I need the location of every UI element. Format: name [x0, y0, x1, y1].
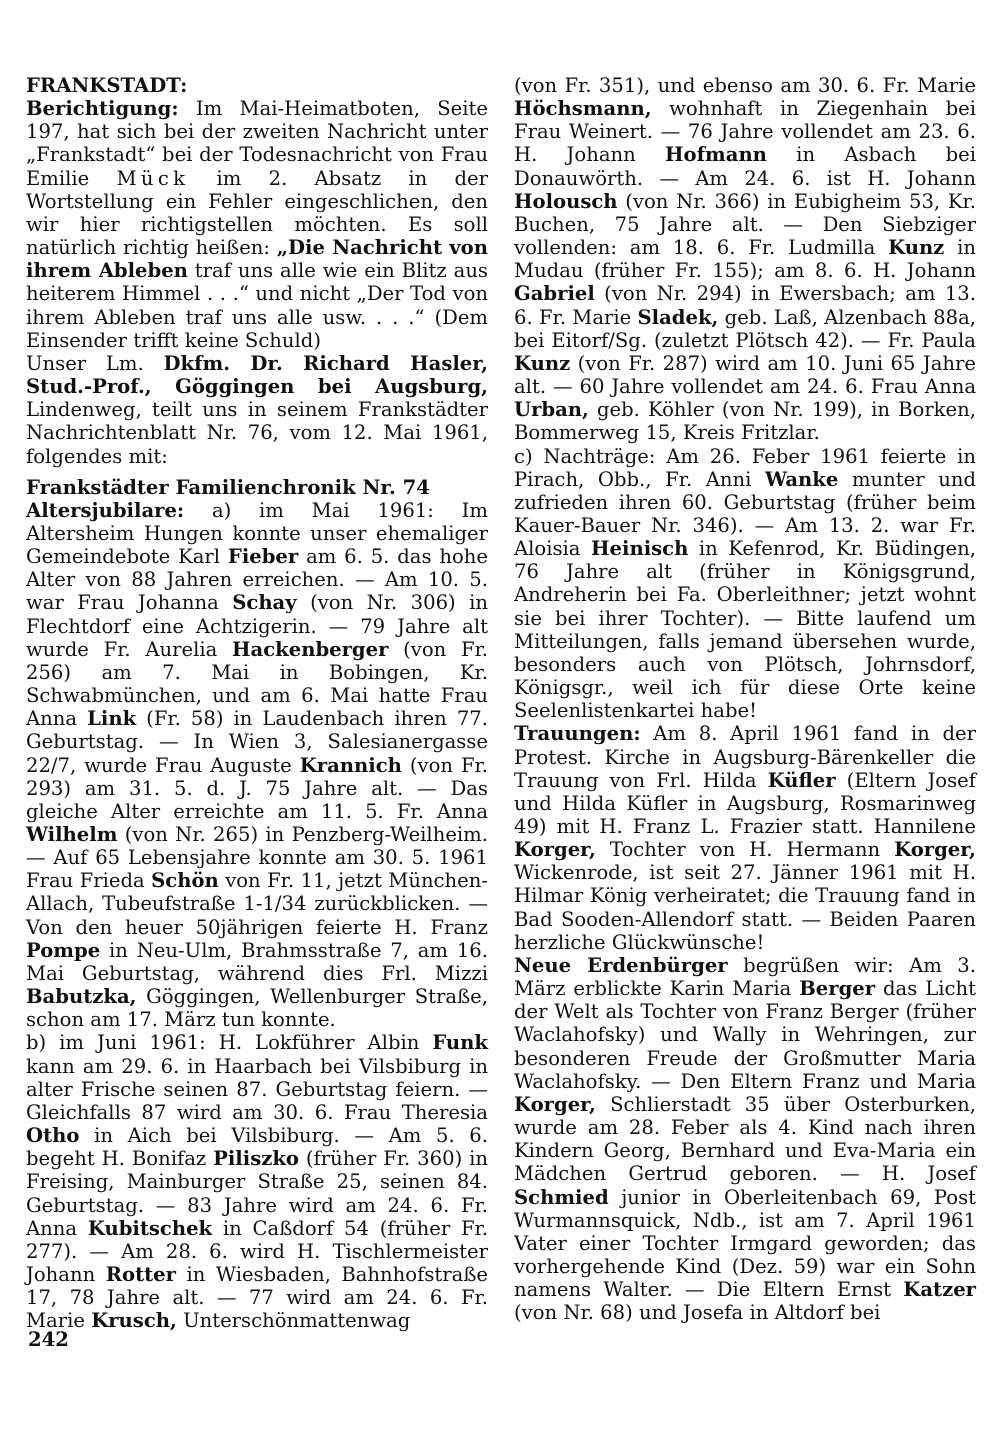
name-hackenberger: Hackenberger	[232, 637, 389, 661]
quote-bold: „Die Nachricht von ihrem Ableben	[26, 236, 488, 283]
name-gabriel: Gabriel	[514, 282, 595, 306]
name-berger: Berger	[799, 977, 876, 1001]
chronik-heading: Frankstädter Familienchronik Nr. 74	[26, 475, 430, 499]
name-kubitschek: Kubitschek	[87, 1216, 213, 1240]
name-otho: Otho	[26, 1124, 80, 1148]
correction-lead: Berichtigung:	[26, 97, 179, 121]
erdenbuerger-lead: Neue Erdenbürger	[514, 953, 728, 977]
section-heading-frankstadt: FRANKSTADT:	[26, 74, 188, 97]
altersjubilare-paragraph: Altersjubilare: a) im Mai 1961: Im Altersheim Hungen konnte unser ehemaliger Gemeindebote Karl Fieber am 6. 5. das hohe Alter von 88 Jahren erreichen. — Am 10. 5. war Frau Johanna Schay (von Nr. 306) in Flechtdorf eine Achtzigerin. — 79 Jahre alt wurde Fr. Aurelia Hackenberger (von Fr. 256) am 7. Mai in Bobingen, Kr. Schwabmünchen, und am 6. Mai hatte Frau Anna Link (Fr. 58) in Laudenbach ihren 77. Geburtstag. — In Wien 3, Salesianergasse 22/7, wurde Frau Auguste Krannich (von Fr. 293) am 31. 5. d. J. 75 Jahre alt. — Das gleiche Alter erreichte am 11. 5. Fr. Anna Wilhelm (von Nr. 265) in Penzberg-Weilheim. — Auf 65 Lebensjahre konnte am 30. 5. 1961 Frau Frieda Schön von Fr. 11, jetzt München-Allach, Tubeufstraße 1-1/34 zurückblicken. — Von den heuer 50jährigen feierte H. Franz Pompe in Neu-Ulm, Brahmsstraße 7, am 16. Mai Geburtstag, während dies Frl. Mizzi Babutzka, Göggingen, Wellenburger Straße, schon am 17. März tun konnte.	[26, 498, 489, 1032]
name-korger-hannilene: Korger,	[514, 838, 596, 862]
name-krusch: Krusch,	[91, 1309, 177, 1333]
trauungen-lead: Trauungen:	[514, 722, 641, 746]
name-rotter: Rotter	[105, 1262, 176, 1286]
name-babutzka: Babutzka,	[26, 985, 137, 1009]
name-funk: Funk	[432, 1031, 488, 1055]
name-schmied: Schmied	[514, 1185, 609, 1209]
name-piliszko: Piliszko	[213, 1147, 299, 1171]
juni-paragraph: b) im Juni 1961: H. Lokführer Albin Funk kann am 29. 6. in Haarbach bei Vilsbiburg in alter Frische seinen 87. Geburtstag feiern. — Gleichfalls 87 wird am 30. 6. Frau Theresia Otho in Aich bei Vilsbiburg. — Am 5. 6. begeht H. Bonifaz Piliszko (früher Fr. 360) in Freising, Mainburger Straße 25, seinen 84. Geburtstag. — 83 Jahre wird am 24. 6. Fr. Anna Kubitschek in Caßdorf 54 (früher Fr. 277). — Am 28. 6. wird H. Tischlermeister Johann Rotter in Wiesbaden, Bahnhofstraße 17, 78 Jahre alt. — 77 wird am 24. 6. Fr. Marie Krusch, Unterschönmattenwag	[26, 1031, 489, 1333]
page-number: 242	[28, 1328, 69, 1351]
name-hofmann: Hofmann	[665, 143, 767, 167]
name-wilhelm: Wilhelm	[26, 823, 118, 846]
name-korger-eltern: Korger,	[514, 1092, 596, 1116]
name-korger-hermann: Korger,	[894, 838, 976, 862]
nachtraege-paragraph: c) Nachträge: Am 26. Feber 1961 feierte in Pirach, Obb., Fr. Anni Wanke munter und zufrieden ihren 60. Geburtstag (früher beim Kauer-Bauer Nr. 346). — Am 13. 2. war Fr. Aloisia Heinisch in Kefenrod, Kr. Büdingen, 76 Jahre alt (früher in Königsgrund, Andreherin bei Fa. Oberleithner; jetzt wohnt sie bei ihrer Tochter). — Bitte laufend um Mitteilungen, falls jemand übersehen wurde, besonders auch von Plötsch, Johrnsdorf, Königsgr., weil ich für diese Orte keine Seelenlistenkartei habe!	[514, 444, 977, 723]
name-sladek: Sladek,	[637, 305, 719, 329]
trauungen-paragraph: Trauungen: Am 8. April 1961 fand in der Protest. Kirche in Augsburg-Bärenkeller die Trauung von Frl. Hilda Küfler (Eltern Josef und Hilda Küfler in Augsburg, Rosmarinweg 49) mit H. Franz L. Frazier statt. Hannilene Korger, Tochter von H. Hermann Korger, Wickenrode, ist seit 27. Jänner 1961 mit H. Hilmar König verheiratet; die Trauung fand in Bad Sooden-Allendorf statt. — Beiden Paaren herzliche Glückwünsche!	[514, 722, 976, 954]
erdenbuerger-paragraph: Neue Erdenbürger begrüßen wir: Am 3. März erblickte Karin Maria Berger das Licht der Welt als Tochter von Franz Berger (früher Waclahofsky) und Wally in Wehringen, zur besonderen Freude der Großmutter Maria Waclahofsky. — Den Eltern Franz und Maria Korger, Schlierstadt 35 über Osterburken, wurde am 28. Feber als 4. Kind nach ihren Kindern Georg, Bernhard und Eva-Maria ein Mädchen Gertrud geboren. — H. Josef Schmied junior in Oberleitenbach 69, Post Wurmannsquick, Ndb., ist am 7. April 1961 Vater einer Tochter Irmgard geworden; das vorhergehende Kind (Dez. 59) war ein Sohn namens Walter. — Die Eltern Ernst Katzer (von Nr. 68) und Josefa in Altdorf bei	[514, 953, 976, 1325]
name-schoen: Schön	[151, 869, 219, 893]
hasler-paragraph: Unser Lm. Dkfm. Dr. Richard Hasler, Stud.-Prof., Göggingen bei Augsburg, Lindenweg, teilt uns in seinem Frankstädter Nachrichtenblatt Nr. 76, vom 12. Mai 1961, folgendes mit:	[26, 351, 488, 468]
name-holousch: Holousch	[514, 189, 618, 213]
left-column	[26, 74, 488, 1332]
name-kunz-ludmilla: Kunz	[888, 236, 945, 260]
name-katzer: Katzer	[903, 1278, 976, 1302]
name-mueck: Mück	[116, 166, 190, 190]
juni-continued-paragraph: (von Fr. 351), und ebenso am 30. 6. Fr. Marie Höchsmann, wohnhaft in Ziegenhain bei Frau Weinert. — 76 Jahre vollendet am 23. 6. H. Johann Hofmann in Asbach bei Donauwörth. — Am 24. 6. ist H. Johann Holousch (von Nr. 366) in Eubigheim 53, Kr. Buchen, 75 Jahre alt. — Den Siebziger vollenden: am 18. 6. Fr. Ludmilla Kunz in Mudau (früher Fr. 155); am 8. 6. H. Johann Gabriel (von Nr. 294) in Ewersbach; am 13. 6. Fr. Marie Sladek, geb. Laß, Alzenbach 88a, bei Eitorf/Sg. (zuletzt Plötsch 42). — Fr. Paula Kunz (von Fr. 287) wird am 10. Juni 65 Jahre alt. — 60 Jahre vollendet am 24. 6. Frau Anna Urban, geb. Köhler (von Nr. 199), in Borken, Bommerweg 15, Kreis Fritzlar.	[514, 74, 976, 445]
name-link: Link	[87, 707, 137, 731]
name-hoechsmann: Höchsmann,	[514, 97, 652, 121]
name-wanke: Wanke	[765, 467, 839, 491]
name-fieber: Fieber	[227, 545, 299, 569]
name-kunz-paula: Kunz	[514, 351, 571, 375]
name-heinisch: Heinisch	[591, 537, 689, 561]
altersjubilare-lead: Altersjubilare:	[26, 498, 185, 522]
name-schay: Schay	[232, 591, 297, 615]
name-urban: Urban,	[514, 398, 589, 422]
name-krannich: Krannich	[299, 753, 402, 777]
correction-paragraph: Berichtigung: Im Mai-Heimatboten, Seite 197, hat sich bei der zweiten Nachricht unter „Frankstadt“ bei der Todesnachricht von Frau Emilie Mück im 2. Absatz in der Wortstellung ein Fehler eingeschlichen, den wir hier richtigstellen möchten. Es soll natürlich richtig heißen: „Die Nachricht von ihrem Ableben traf uns alle wie ein Blitz aus heiterem Himmel . . .“ und nicht „Der Tod von ihrem Ableben traf uns alle usw. . . .“ (Dem Einsender trifft keine Schuld)	[26, 97, 488, 352]
name-pompe: Pompe	[26, 938, 101, 962]
right-column	[514, 74, 976, 1324]
name-kuefler: Küfler	[767, 768, 836, 792]
name-hasler: Dkfm. Dr. Richard Hasler, Stud.-Prof., Göggingen bei Augsburg,	[26, 351, 488, 399]
